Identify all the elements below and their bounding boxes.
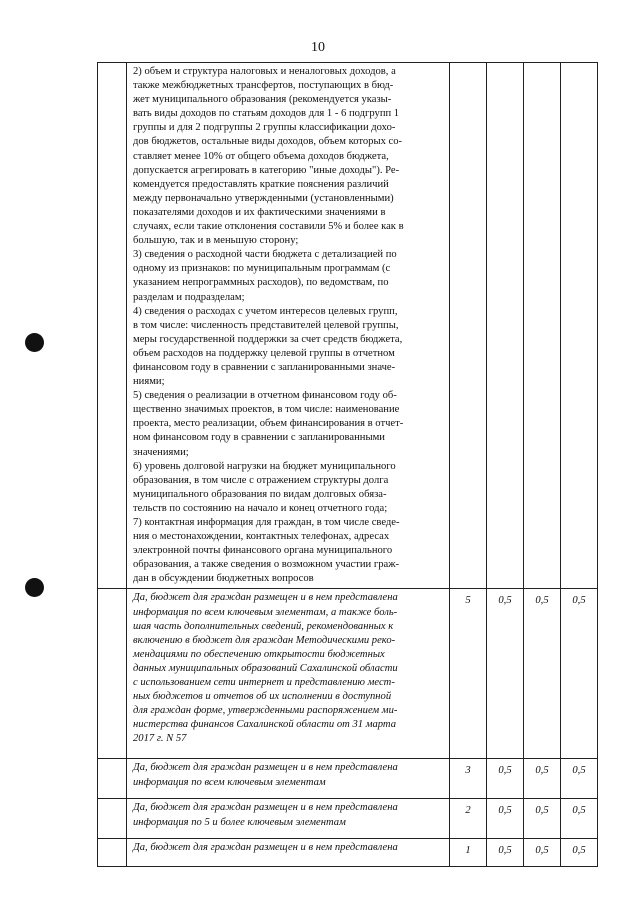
table-cell-value (561, 63, 598, 589)
table-cell-criteria (127, 589, 450, 759)
table-cell-value (487, 63, 524, 589)
table-cell-score (450, 63, 487, 589)
table-cell-empty (98, 839, 127, 867)
weight-value: 0,5 (487, 759, 524, 799)
weight-value: 0,5 (561, 799, 598, 839)
score-value: 2 (450, 799, 487, 839)
score-value: 1 (450, 839, 487, 867)
table-cell-value (524, 63, 561, 589)
table-cell-criteria (127, 63, 450, 589)
punch-hole (25, 333, 44, 352)
table-cell-criteria (127, 839, 450, 867)
table-cell-empty (98, 759, 127, 799)
table-row (98, 589, 598, 759)
criteria-text: 2) объем и структура налоговых и неналоговых доходов, а также межбюджетных трансфертов, поступающих в бюд- жет муниципального образования (рекомендуется указы- вать виды доходов по статьям доходов для 1 - 6 подгрупп 1 группы и для 2 подгруппы 2 группы классификации дохо- дов бюджетов, остальные виды доходов, объем которых со- ставляет менее 10% от общего объема доходов бюджета, допускается агрегировать в категорию "иные доходы"). Ре- комендуется предоставлять краткие пояснения различий между первоначально утвержденными (установленными) показателями доходов и их фактическими значениями в случаях, если такие отклонения составили 5% и более как в большую, так и в меньшую сторону; 3) сведения о расходной части бюджета с детализацией по одному из признаков: по муниципальным программам (с указанием непрограммных расходов), по ведомствам, по разделам и подразделам; 4) сведения о расходах с учетом интересов целевых групп, в том числе: численность представителей целевой группы, меры государственной поддержки за счет средств бюджета, объем расходов на поддержку целевой группы в отчетном финансовом году в сравнении с запланированными значе- ниями; 5) сведения о реализации в отчетном финансовом году об- щественно значимых проектов, в том числе: наименование проекта, место реализации, объем финансирования в отчет- ном финансовом году в сравнении с запланированными значениями; 6) уровень долговой нагрузки на бюджет муниципального образования, в том числе с отражением структуры долга муниципального образования по видам долговых обяза- тельств по состоянию на начало и конец отчетного года; 7) контактная информация для граждан, в том числе сведе- ния о местонахождении, контактных телефонах, адресах электронной почты финансового органа муниципального образования, а также сведения о возможном участии граж- дан в обсуждении бюджетных вопросов (133, 66, 404, 585)
table-row (98, 63, 598, 589)
weight-value: 0,5 (524, 839, 561, 867)
weight-value: 0,5 (524, 759, 561, 799)
table-cell-empty (98, 63, 127, 589)
weight-value: 0,5 (561, 839, 598, 867)
criteria-table (97, 62, 598, 867)
table-row (98, 759, 598, 799)
score-value: 3 (450, 759, 487, 799)
weight-value: 0,5 (561, 759, 598, 799)
answer-text: Да, бюджет для граждан размещен и в нем представлена (133, 842, 398, 854)
weight-value: 0,5 (561, 589, 598, 759)
score-value: 5 (450, 589, 487, 759)
table-row (98, 839, 598, 867)
weight-value: 0,5 (524, 799, 561, 839)
table-row (98, 799, 598, 839)
weight-value: 0,5 (487, 799, 524, 839)
page-number: 10 (311, 40, 325, 55)
answer-text: Да, бюджет для граждан размещен и в нем представлена информация по всем ключевым элементам (133, 762, 398, 788)
weight-value: 0,5 (524, 589, 561, 759)
answer-text: Да, бюджет для граждан размещен и в нем представлена информация по 5 и более ключевым элементам (133, 802, 398, 828)
table-cell-criteria (127, 799, 450, 839)
answer-text: Да, бюджет для граждан размещен и в нем представлена информация по всем ключевым элементам, а также боль- шая часть дополнительных сведений, рекомендованных к включению в бюджет для граждан Методическими реко- мендациями по обеспечению открытости бюджетных данных муниципальных образований Сахалинской области с использованием сети интернет и представлению мест- ных бюджетов и отчетов об их исполнении в доступной для граждан форме, утвержденными распоряжением ми- нистерства финансов Сахалинской области от 31 марта 2017 г. N 57 (133, 592, 398, 745)
weight-value: 0,5 (487, 839, 524, 867)
table-cell-criteria (127, 759, 450, 799)
weight-value: 0,5 (487, 589, 524, 759)
table-cell-empty (98, 799, 127, 839)
table-cell-empty (98, 589, 127, 759)
punch-hole (25, 578, 44, 597)
